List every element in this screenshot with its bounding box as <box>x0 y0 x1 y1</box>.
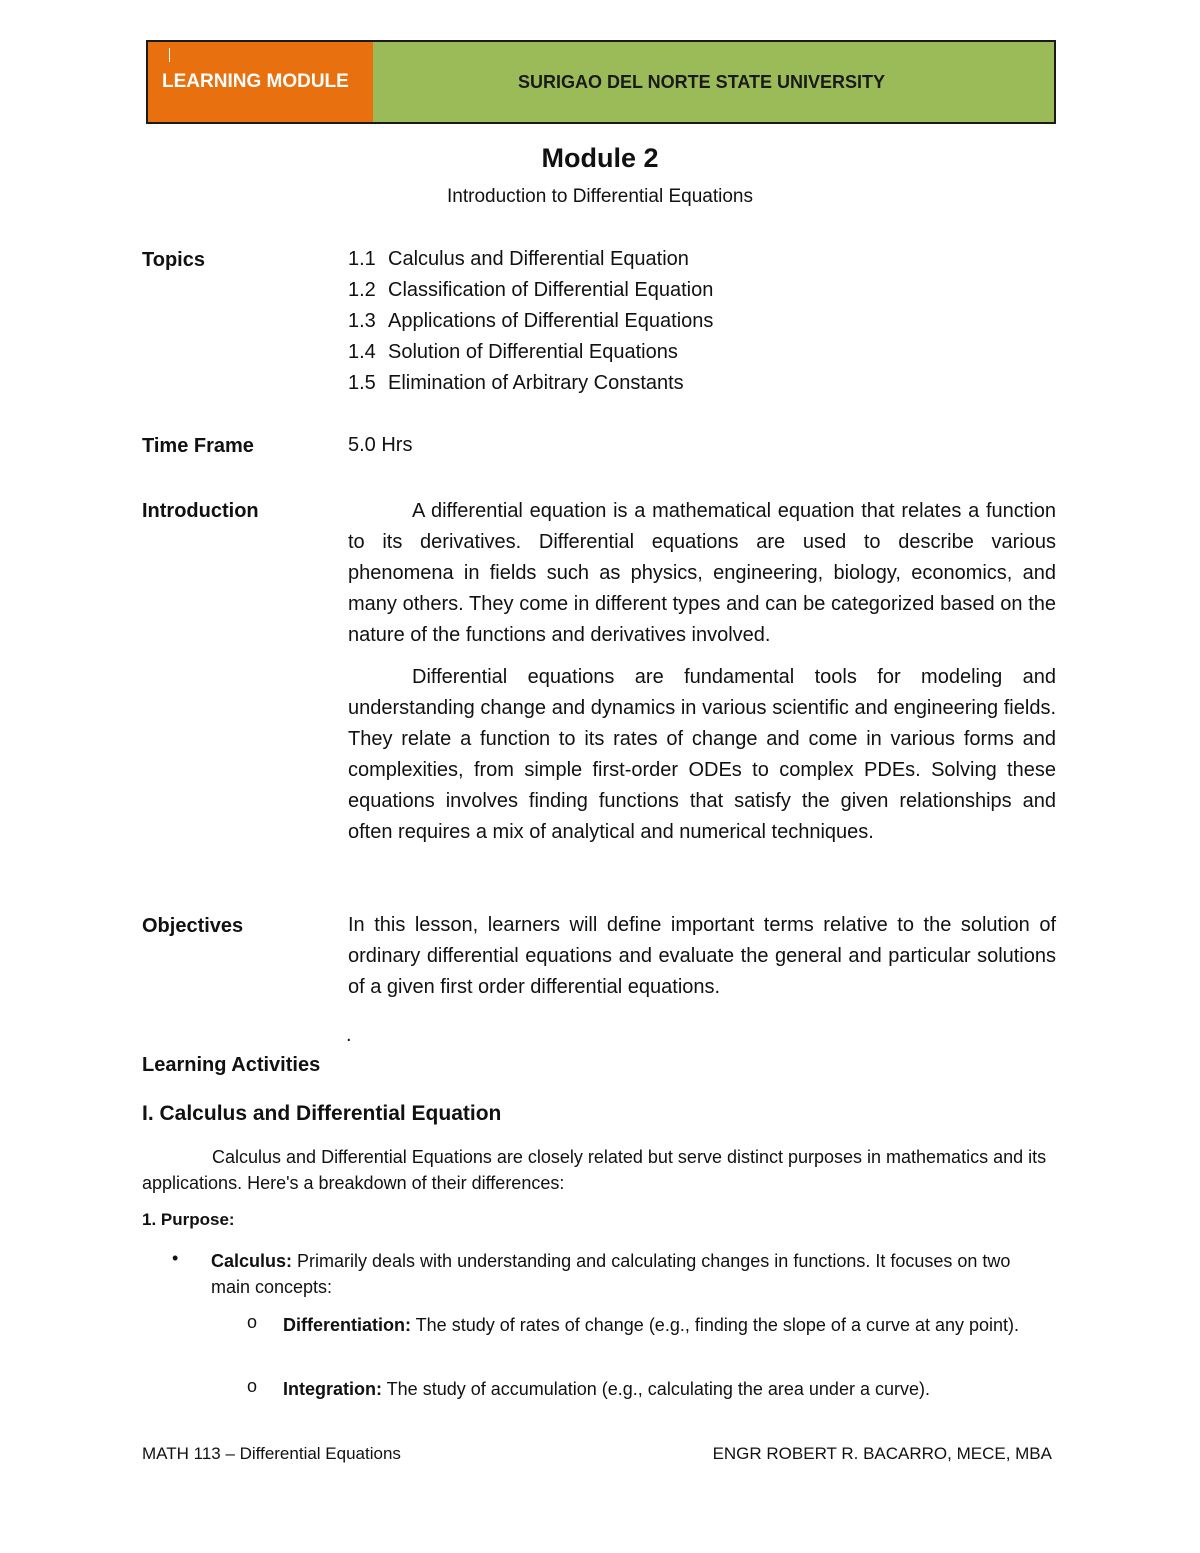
introduction-body <box>348 496 1056 848</box>
section-heading: I. Calculus and Differential Equation <box>142 1102 502 1125</box>
page-subtitle: Introduction to Differential Equations <box>447 186 753 207</box>
bullet-icon: • <box>172 1248 179 1268</box>
integration-bullet <box>283 1376 1043 1402</box>
page-title: Module 2 <box>541 143 659 173</box>
topic-item <box>348 278 713 309</box>
topics-list <box>348 247 713 402</box>
calculus-bullet <box>211 1248 1051 1300</box>
differentiation-term: Differentiation: <box>283 1315 411 1335</box>
topic-item <box>348 247 713 278</box>
calculus-term: Calculus: <box>211 1251 293 1271</box>
objectives-label: Objectives <box>142 915 244 937</box>
time-frame-label: Time Frame <box>142 435 254 457</box>
topic-number: 1.3 <box>348 310 376 332</box>
topic-text: Solution of Differential Equations <box>388 341 678 363</box>
topic-text: Applications of Differential Equations <box>388 310 714 332</box>
topics-label: Topics <box>142 249 205 271</box>
banner-university <box>373 42 1054 122</box>
sub-bullet-icon: o <box>247 1376 258 1396</box>
topic-item <box>348 309 713 340</box>
topic-item <box>348 371 713 402</box>
footer-course: MATH 113 – Differential Equations <box>142 1444 401 1463</box>
integration-description: The study of accumulation (e.g., calculating the area under a curve). <box>382 1379 930 1399</box>
calculus-description: Primarily deals with understanding and calculating changes in functions. It focuses on two main concepts: <box>211 1251 1011 1297</box>
purpose-heading: 1. Purpose: <box>142 1210 235 1229</box>
differentiation-bullet <box>283 1312 1043 1338</box>
differentiation-description: The study of rates of change (e.g., finding the slope of a curve at any point). <box>411 1315 1020 1335</box>
section-intro-paragraph: Calculus and Differential Equations are closely related but serve distinct purposes in mathematics and its applications. Here's a breakdown of their differences: <box>142 1147 1047 1193</box>
sub-bullet-icon: o <box>247 1312 258 1332</box>
introduction-paragraph: Differential equations are fundamental tools for modeling and understanding change and dynamics in various scientific and engineering fields. They relate a function to its rates of change and come in various forms and complexities, from simple first-order ODEs to complex PDEs. Solving these equations involves finding functions that satisfy the given relationships and often requires a mix of analytical and numerical techniques. <box>348 666 1056 843</box>
topic-number: 1.5 <box>348 372 376 394</box>
footer-author: ENGR ROBERT R. BACARRO, MECE, MBA <box>712 1444 1052 1463</box>
topic-number: 1.1 <box>348 248 376 270</box>
introduction-label: Introduction <box>142 500 259 522</box>
time-frame-value: 5.0 Hrs <box>348 434 413 456</box>
banner-learning-module <box>148 42 373 122</box>
topic-item <box>348 340 713 371</box>
introduction-paragraph: A differential equation is a mathematical equation that relates a function to its derivatives. Differential equations are used to describe various phenomena in fields such as physics, engineering, biology, economics, and many others. They come in different types and can be categorized based on the nature of the functions and derivatives involved. <box>348 500 1056 646</box>
header-banner <box>146 40 1056 124</box>
banner-right-label: SURIGAO DEL NORTE STATE UNIVERSITY <box>518 71 886 92</box>
topic-text: Classification of Differential Equation <box>388 279 714 301</box>
topic-number: 1.2 <box>348 279 376 301</box>
text-cursor-mark <box>169 48 170 62</box>
stray-period: . <box>346 1024 352 1046</box>
topic-text: Calculus and Differential Equation <box>388 248 689 270</box>
topic-number: 1.4 <box>348 341 376 363</box>
banner-left-label: LEARNING MODULE <box>162 71 349 92</box>
objectives-text: In this lesson, learners will define important terms relative to the solution of ordinary differential equations and evaluate the general and particular solutions of a given first order differential equations. <box>348 914 1056 998</box>
learning-activities-label: Learning Activities <box>142 1054 321 1076</box>
topic-text: Elimination of Arbitrary Constants <box>388 372 684 394</box>
integration-term: Integration: <box>283 1379 382 1399</box>
